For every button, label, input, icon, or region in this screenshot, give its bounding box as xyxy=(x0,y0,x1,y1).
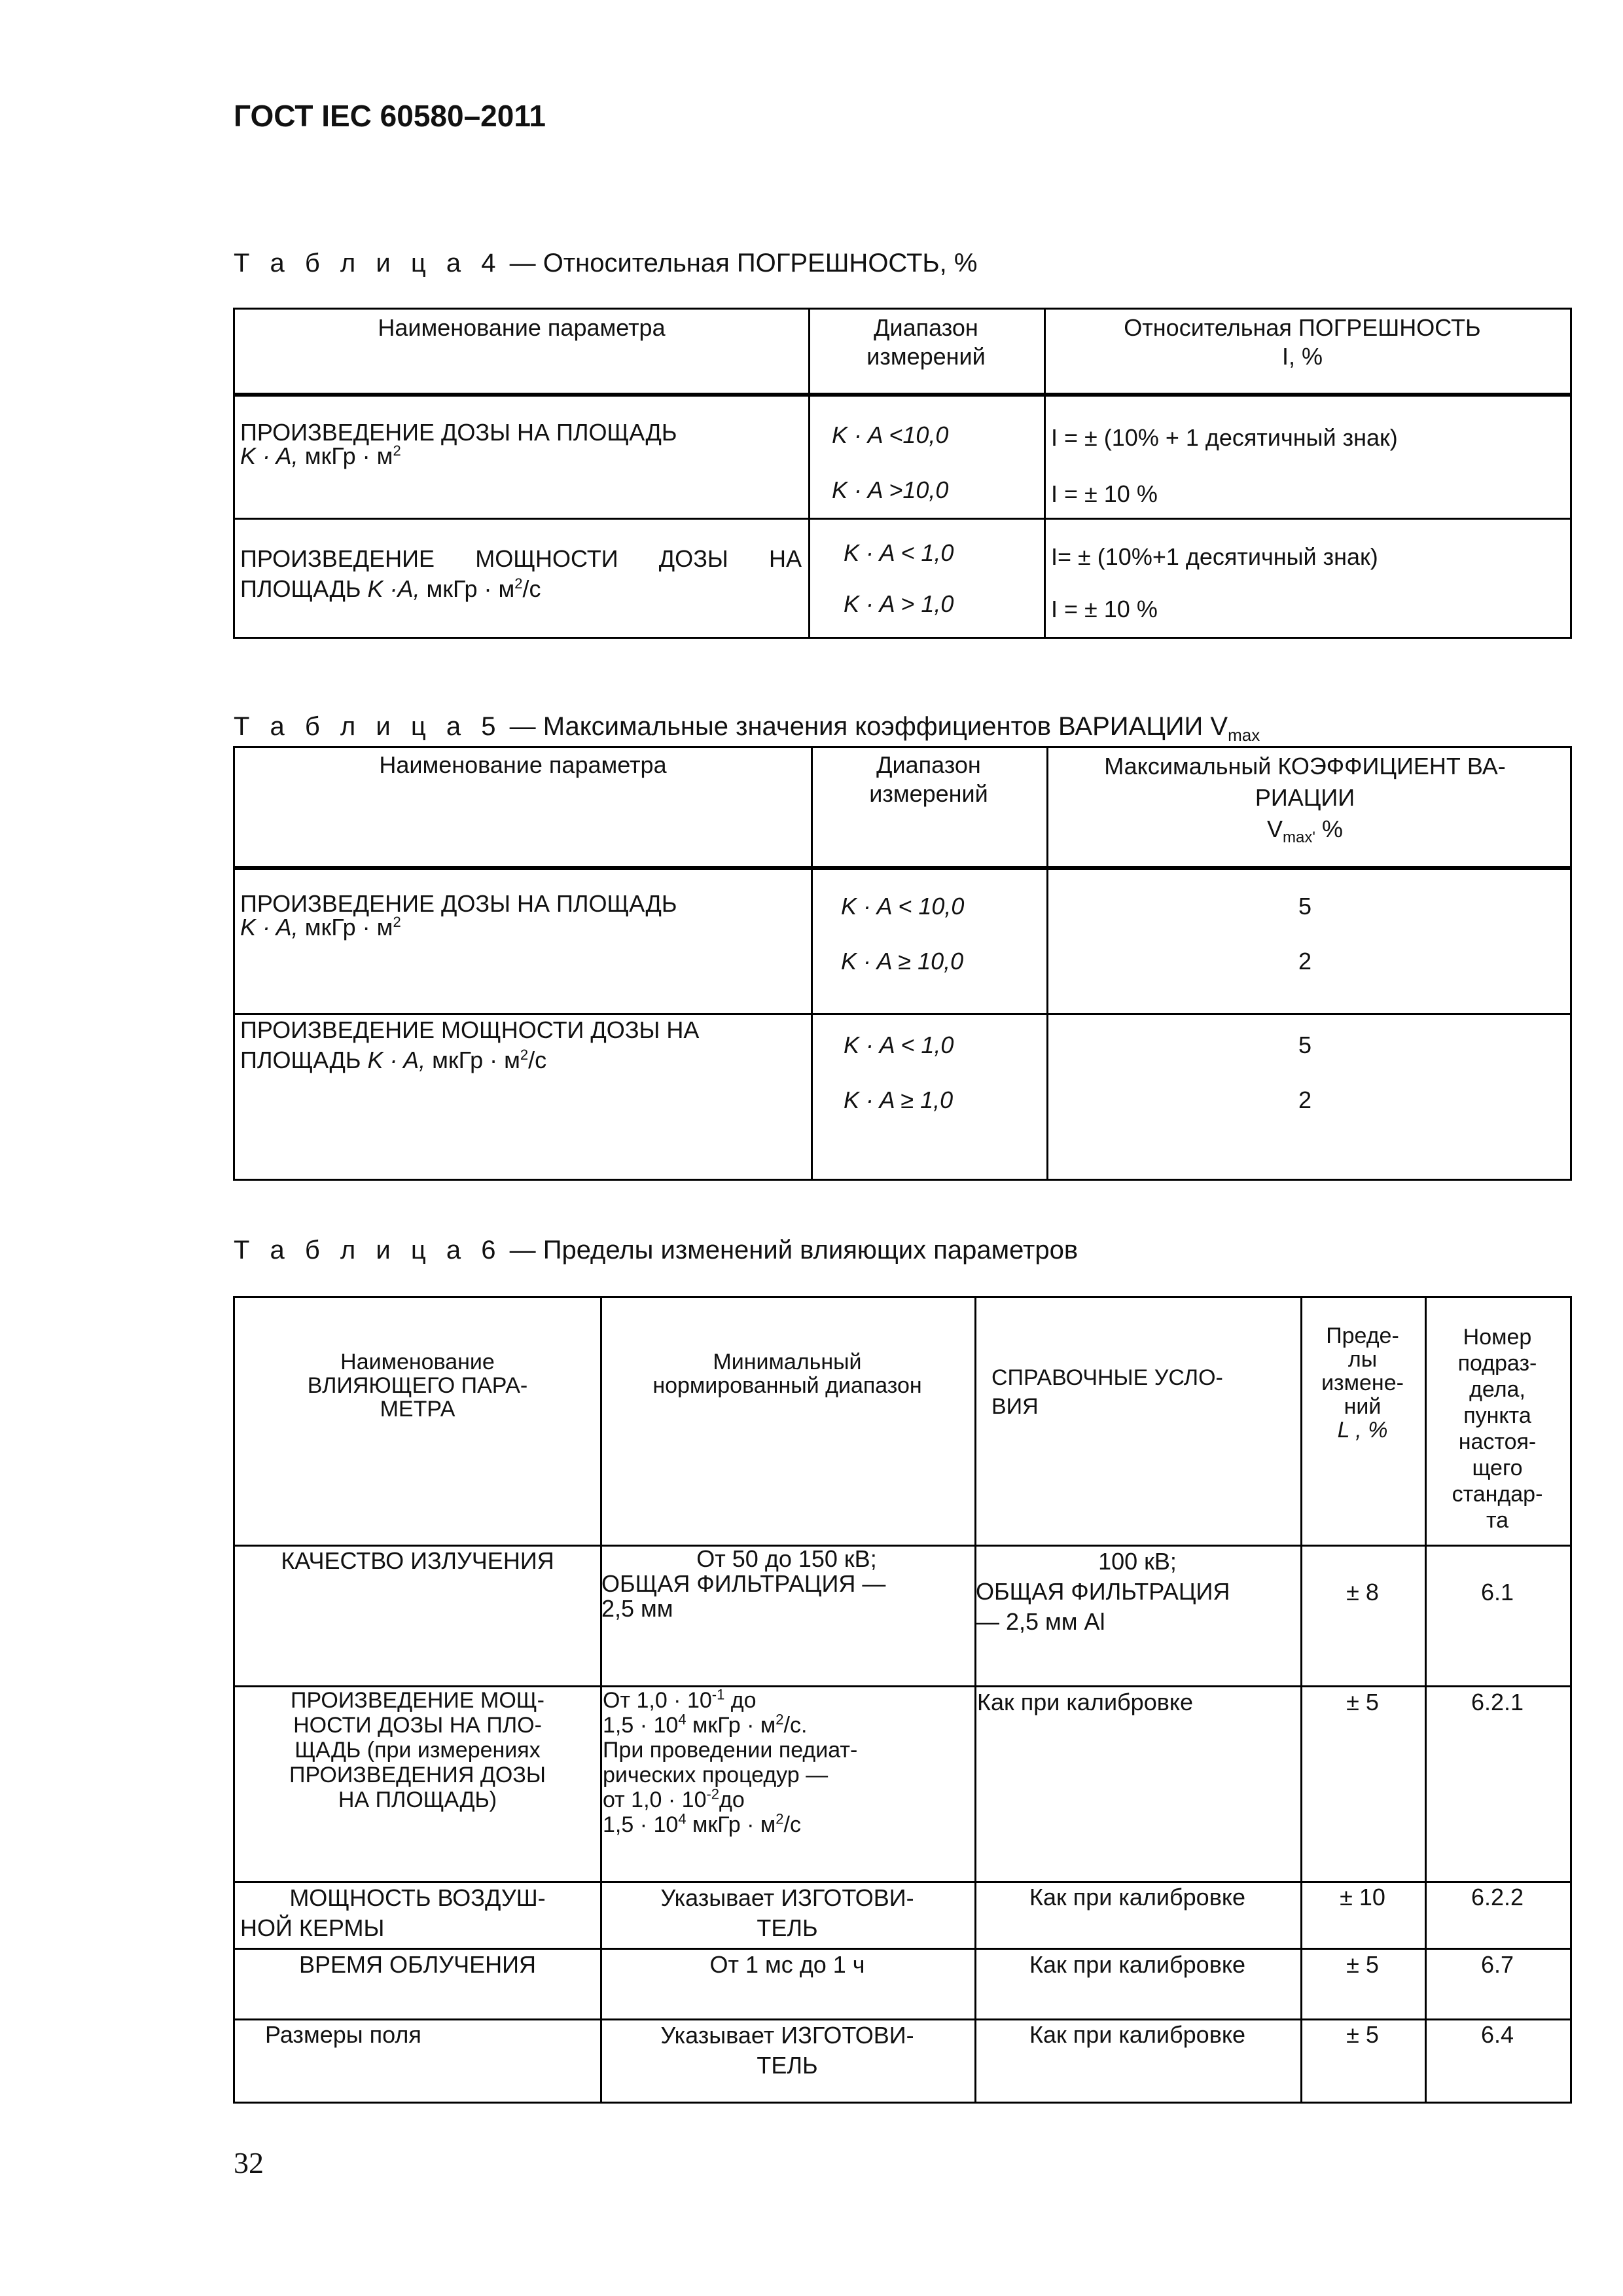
table4-row2-error2: I = ± 10 % xyxy=(1051,596,1158,622)
table6-row4-range: От 1 мс до 1 ч xyxy=(709,1951,865,1978)
table4-header-range-line2: измерений xyxy=(866,343,986,370)
table5-header-range xyxy=(811,751,1046,808)
table6-header-section: Номер подраз- дела, пункта настоя- щего стандар- та xyxy=(1452,1325,1543,1533)
table4-row1-name xyxy=(240,421,803,468)
table6-row2-limit: ± 5 xyxy=(1346,1689,1379,1715)
table5-row1-value2: 2 xyxy=(1298,948,1312,975)
table5-header-coef xyxy=(1046,751,1563,845)
table5-header-param: Наименование параметра xyxy=(379,751,667,778)
table6-row5-limit: ± 5 xyxy=(1346,2021,1379,2048)
table6-header-name: Наименование ВЛИЯЮЩЕГО ПАРА- МЕТРА xyxy=(307,1350,528,1422)
table5-row1-name-line1: ПРОИЗВЕДЕНИЕ ДОЗЫ НА ПЛОЩАДЬ xyxy=(240,890,677,917)
table6-row4-section: 6.7 xyxy=(1480,1951,1514,1978)
table6-caption xyxy=(234,1236,1078,1265)
table6-row5-ref: Как при калибровке xyxy=(1029,2021,1245,2048)
table5-row2-name-line2: ПЛОЩАДЬ K · A, мкГр · $м^2/c$ xyxy=(240,1047,547,1073)
table4-row1-name-line2: K · A, мкГр · $м^2$ xyxy=(240,442,401,469)
table5-row1-name xyxy=(240,892,803,939)
table4-row2-name xyxy=(240,544,802,604)
table6-row3-ref: Как при калибровке xyxy=(1029,1884,1245,1910)
table4-header-range-line1: Диапазон xyxy=(874,314,978,341)
table4-row2-error1: I= ± (10%+1 десятичный знак) xyxy=(1051,543,1378,570)
table5-caption xyxy=(234,712,1260,745)
table5-caption-sub: max xyxy=(1228,725,1260,745)
table4-header-error xyxy=(1044,314,1561,371)
table6-row3-limit: ± 10 xyxy=(1340,1884,1385,1910)
table5-row2-value2: 2 xyxy=(1298,1086,1312,1113)
table6-row3-name: МОЩНОСТЬ ВОЗДУШ- НОЙ КЕРМЫ xyxy=(240,1884,546,1941)
table4-caption-text: — Относительная ПОГРЕШНОСТЬ, % xyxy=(502,249,978,278)
document-header-title: ГОСТ IEC 60580–2011 xyxy=(234,99,546,133)
table6-row1-range: От 50 до 150 кВ; ОБЩАЯ ФИЛЬТРАЦИЯ — 2,5 мм xyxy=(601,1545,886,1622)
table5-header-range-line1: Диапазон xyxy=(876,751,981,778)
table4 xyxy=(233,308,1572,639)
table4-row2-name-line2: ПЛОЩАДЬ K ·A, мкГр · $м^2/c$ xyxy=(240,575,541,602)
table4-header-error-line1: Относительная ПОГРЕШНОСТЬ xyxy=(1124,314,1481,341)
table6-header-range: Минимальный нормированный диапазон xyxy=(652,1350,922,1398)
table5-row1-value1: 5 xyxy=(1298,893,1312,920)
table6-row2-range: От $1,0 \cdot 10^{-1}$ до $1,5 \cdot 10^4$ мкГр · $м^2/c$. При проведении педиат- рических процедур — от $1,0 \cdot 10^{-2}до$ $1,5 \cdot 10^4$ мкГр · $м^2/c$ xyxy=(603,1686,858,1837)
table4-row2-name-line1: ПРОИЗВЕДЕНИЕ МОЩНОСТИ ДОЗЫ НА xyxy=(240,545,802,572)
table4-row1-name-line1: ПРОИЗВЕДЕНИЕ ДОЗЫ НА ПЛОЩАДЬ xyxy=(240,419,677,446)
table5-caption-text: — Максимальные значения коэффициентов ВАРИАЦИИ V xyxy=(502,712,1228,741)
table6-row2-ref: Как при калибровке xyxy=(977,1689,1194,1715)
table6-row4-name: ВРЕМЯ ОБЛУЧЕНИЯ xyxy=(298,1951,537,1978)
table6-row3-range: Указывает ИЗГОТОВИ- ТЕЛЬ xyxy=(660,1884,914,1941)
table6-row1-limit: ± 8 xyxy=(1346,1579,1379,1605)
table5-header-coef-line3: $V_{max'}$ % xyxy=(1267,816,1343,847)
table6-row5-name: Размеры поля xyxy=(265,2021,421,2048)
table4-row2-range1: K · A < 1,0 xyxy=(844,539,954,566)
page-number: 32 xyxy=(234,2146,264,2179)
table5-row2-range1: K · A < 1,0 xyxy=(844,1031,954,1058)
table5-row2-name xyxy=(240,1015,803,1075)
table6 xyxy=(233,1296,1572,2104)
table6-row5-range: Указывает ИЗГОТОВИ- ТЕЛЬ xyxy=(660,2022,914,2079)
table6-row5-section: 6.4 xyxy=(1480,2021,1514,2048)
table5-header-coef-line1: Максимальный КОЭФФИЦИЕНТ ВА- xyxy=(1104,753,1506,780)
table5-caption-label: Т а б л и ц а 5 xyxy=(234,712,503,741)
table6-row1-section: 6.1 xyxy=(1480,1579,1514,1605)
table5-row2-name-line1: ПРОИЗВЕДЕНИЕ МОЩНОСТИ ДОЗЫ НА xyxy=(240,1016,700,1043)
table6-row1-ref: 100 кВ; ОБЩАЯ ФИЛЬТРАЦИЯ — 2,5 мм Al xyxy=(976,1548,1230,1635)
table4-caption-label: Т а б л и ц а 4 xyxy=(234,249,503,278)
table4-row1-error2: I = ± 10 % xyxy=(1051,480,1158,507)
table6-header-ref: СПРАВОЧНЫЕ УСЛО- ВИЯ xyxy=(991,1365,1223,1419)
table6-caption-text: — Пределы изменений влияющих параметров xyxy=(502,1236,1079,1265)
table6-row4-limit: ± 5 xyxy=(1346,1951,1379,1978)
table5 xyxy=(233,746,1572,1181)
table6-caption-label: Т а б л и ц а 6 xyxy=(234,1236,503,1265)
table5-row1-name-line2: K · A, мкГр · $м^2$ xyxy=(240,914,401,941)
table4-header-range xyxy=(808,314,1044,371)
table5-row2-range2: K · A ≥ 1,0 xyxy=(844,1086,954,1113)
table5-header-range-line2: измерений xyxy=(869,780,988,807)
table6-row2-section: 6.2.1 xyxy=(1471,1689,1524,1715)
table5-row2-value1: 5 xyxy=(1298,1031,1312,1058)
table4-header-param: Наименование параметра xyxy=(378,314,666,341)
table4-caption xyxy=(234,249,977,278)
table4-header-error-line2: I, % xyxy=(1281,343,1323,370)
table6-row2-name: ПРОИЗВЕДЕНИЕ МОЩ- НОСТИ ДОЗЫ НА ПЛО- ЩАДЬ (при измерениях ПРОИЗВЕДЕНИЯ ДОЗЫ НА ПЛОЩАДЬ) xyxy=(289,1688,546,1812)
table5-header-coef-line2: РИАЦИИ xyxy=(1255,784,1355,811)
table5-row1-range1: K · A < 10,0 xyxy=(841,893,965,920)
table4-row1-error1: I = ± (10% + 1 десятичный знак) xyxy=(1051,424,1398,451)
table6-row4-ref: Как при калибровке xyxy=(1029,1951,1245,1978)
table4-row1-range1: K · A <10,0 xyxy=(832,422,949,448)
table4-row2-range2: K · A > 1,0 xyxy=(844,590,954,617)
table5-row1-range2: K · A ≥ 10,0 xyxy=(841,948,964,975)
table6-header-limits: Преде- лы измене- ний L , % xyxy=(1321,1323,1404,1443)
table6-row1-name: КАЧЕСТВО ИЗЛУЧЕНИЯ xyxy=(281,1547,554,1574)
table4-row1-range2: K · A >10,0 xyxy=(832,476,949,503)
table6-row3-section: 6.2.2 xyxy=(1471,1884,1524,1910)
